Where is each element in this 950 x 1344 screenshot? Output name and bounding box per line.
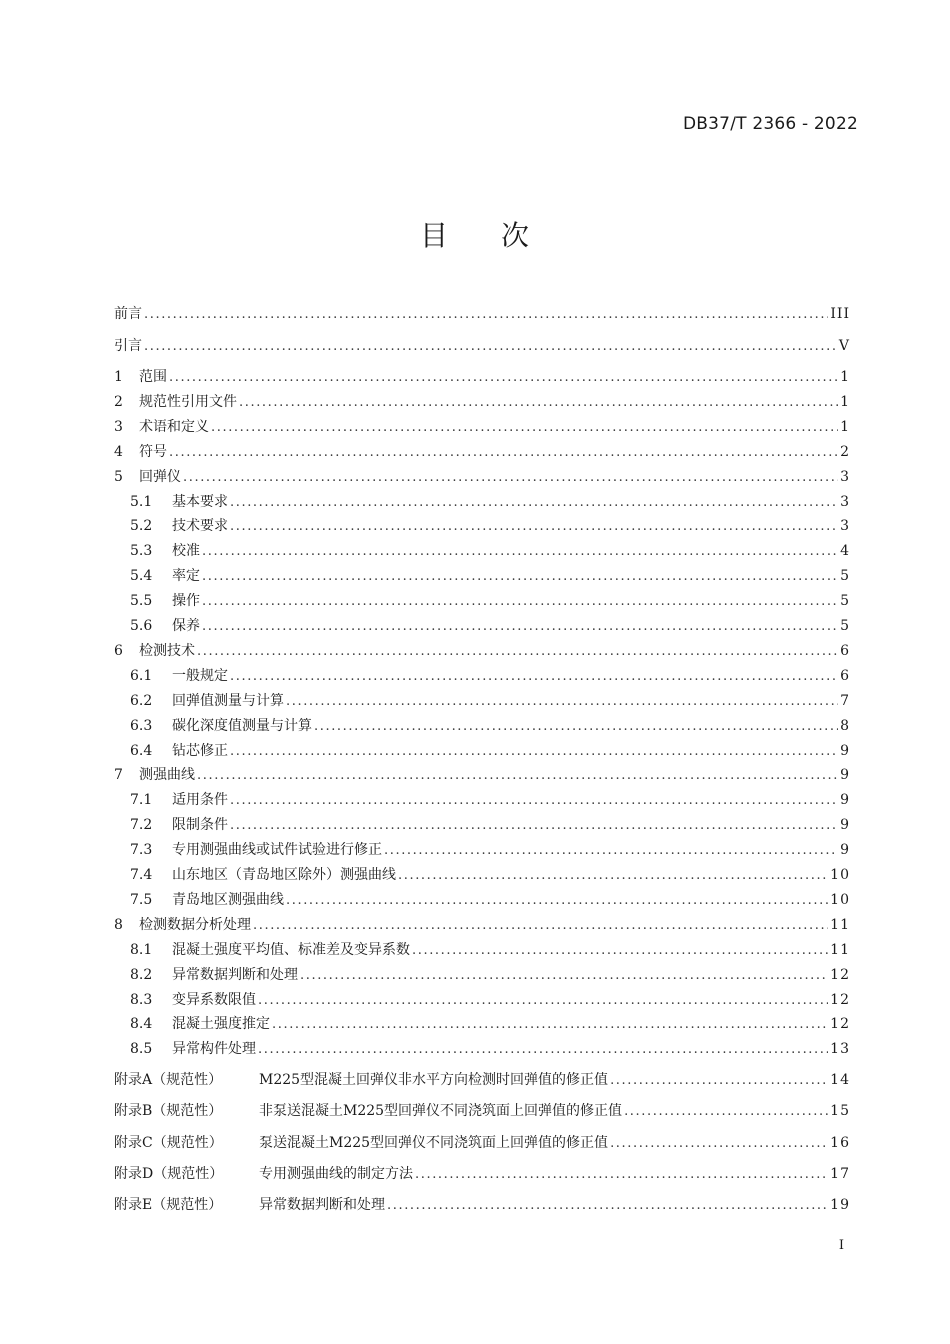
leader-dots	[230, 815, 838, 837]
toc-entry-page: 12	[830, 1016, 850, 1033]
leader-dots	[144, 304, 828, 326]
toc-entry-number: 8.5	[130, 1041, 153, 1058]
page-title	[0, 214, 950, 254]
toc-entry-number: 7.1	[130, 792, 153, 809]
toc-entry-page: 4	[840, 543, 850, 560]
annex-page: 19	[830, 1197, 850, 1213]
toc-entry-page: 5	[840, 593, 850, 610]
toc-entry-title: 异常数据判断和处理	[172, 966, 298, 983]
annex-label: 附录B（规范性）	[114, 1103, 223, 1119]
toc-entry-title: 回弹仪	[139, 468, 181, 485]
toc-entry[interactable]	[114, 615, 850, 637]
leader-dots	[230, 516, 838, 538]
toc-entry-title: 技术要求	[172, 518, 228, 535]
toc-entry-title: 限制条件	[172, 817, 228, 834]
page-number: I	[838, 1238, 844, 1253]
toc-entry-page: 12	[830, 966, 850, 983]
toc-entry-title: 前言	[114, 306, 142, 322]
leader-dots	[202, 541, 838, 563]
leader-dots	[202, 591, 838, 613]
toc-entry-number: 7.2	[130, 817, 153, 834]
leader-dots	[286, 691, 838, 713]
toc-entry[interactable]	[114, 515, 850, 537]
toc-entry-number: 7.3	[130, 842, 153, 859]
toc-entry-page: 7	[840, 692, 850, 709]
leader-dots	[384, 840, 838, 862]
toc-entry-title: 钻芯修正	[172, 742, 228, 759]
toc-entry[interactable]	[114, 789, 850, 811]
toc-entry-title: 变异系数限值	[172, 991, 256, 1008]
toc-entry-page: 9	[840, 742, 850, 759]
toc-entry[interactable]	[114, 491, 850, 513]
annex-title: 泵送混凝土M225型回弹仪不同浇筑面上回弹值的修正值	[259, 1135, 609, 1151]
leader-dots	[239, 392, 838, 414]
toc-annex-entry[interactable]	[114, 1132, 850, 1154]
annex-label: 附录D（规范性）	[114, 1166, 224, 1182]
toc-entry[interactable]	[114, 1013, 850, 1035]
toc-annex-entry[interactable]	[114, 1194, 850, 1216]
toc-entry[interactable]	[114, 565, 850, 587]
toc-entry-page: 3	[840, 518, 850, 535]
annex-page: 16	[830, 1135, 850, 1151]
toc-entry-number: 4	[114, 443, 123, 460]
toc-entry-title: 率定	[172, 568, 200, 585]
toc-entry-title: 检测技术	[139, 642, 195, 659]
toc-entry-page: 9	[840, 817, 850, 834]
leader-dots	[197, 765, 838, 787]
leader-dots	[286, 890, 828, 912]
toc-entry[interactable]	[114, 989, 850, 1011]
document-code: DB37/T 2366 - 2022	[683, 114, 858, 134]
leader-dots	[387, 1195, 828, 1217]
toc-annex-entry[interactable]	[114, 1163, 850, 1185]
toc-entry[interactable]	[114, 764, 850, 786]
leader-dots	[272, 1014, 828, 1036]
leader-dots	[169, 367, 838, 389]
toc-entry[interactable]	[114, 864, 850, 886]
toc-entry-title: 碳化深度值测量与计算	[172, 717, 312, 734]
toc-entry-title: 混凝土强度平均值、标准差及变异系数	[172, 941, 410, 958]
annex-title: 专用测强曲线的制定方法	[259, 1166, 413, 1182]
toc-entry-page: 9	[840, 767, 850, 784]
toc-entry-page: 8	[840, 717, 850, 734]
toc-entry-title: 适用条件	[172, 792, 228, 809]
toc-entry-title: 混凝土强度推定	[172, 1016, 270, 1033]
title-char-right: 次	[501, 219, 531, 252]
leader-dots	[230, 492, 838, 514]
toc-entry[interactable]	[114, 939, 850, 961]
leader-dots	[202, 616, 838, 638]
toc-entry[interactable]	[114, 466, 850, 488]
toc-entry-page: 6	[840, 667, 850, 684]
toc-entry-title: 操作	[172, 593, 200, 610]
toc-entry-page: 1	[840, 369, 850, 385]
toc-entry-title: 规范性引用文件	[139, 393, 237, 410]
toc-entry-number: 5.2	[130, 518, 153, 535]
leader-dots	[197, 641, 838, 663]
toc-entry-title: 专用测强曲线或试件试验进行修正	[172, 842, 382, 859]
toc-entry-number: 5.3	[130, 543, 153, 560]
toc-entry[interactable]	[114, 715, 850, 737]
leader-dots	[169, 442, 838, 464]
leader-dots	[300, 965, 828, 987]
toc-entry[interactable]	[114, 416, 850, 438]
leader-dots	[258, 990, 828, 1012]
toc-entry[interactable]	[114, 740, 850, 762]
toc-entry-number: 1	[114, 369, 123, 385]
toc-entry-title: 山东地区（青岛地区除外）测强曲线	[172, 867, 396, 883]
toc-entry-page: 5	[840, 568, 850, 585]
toc-entry-title: 引言	[114, 338, 142, 354]
toc-entry-title: 符号	[139, 443, 167, 460]
toc-entry-number: 8.2	[130, 966, 153, 983]
title-char-left: 目	[419, 219, 449, 252]
toc-entry-number: 7	[114, 767, 123, 784]
leader-dots	[144, 336, 837, 358]
toc-entry[interactable]	[114, 590, 850, 612]
toc-entry-number: 5	[114, 468, 123, 485]
toc-entry-page: 3	[840, 468, 850, 485]
toc-entry-number: 5.4	[130, 568, 153, 585]
leader-dots	[610, 1133, 828, 1155]
toc-entry-page: 10	[830, 867, 850, 883]
annex-page: 15	[830, 1103, 850, 1119]
toc-entry-title: 测强曲线	[139, 767, 195, 784]
toc-entry-title: 一般规定	[172, 667, 228, 684]
toc-entry-number: 8.4	[130, 1016, 153, 1033]
toc-entry-number: 6.2	[130, 692, 153, 709]
toc-entry-number: 7.4	[130, 867, 153, 883]
toc-entry-number: 5.5	[130, 593, 153, 610]
toc-entry-title: 异常构件处理	[172, 1041, 256, 1058]
toc-entry-page: 5	[840, 618, 850, 634]
annex-label: 附录C（规范性）	[114, 1135, 223, 1151]
annex-label: 附录E（规范性）	[114, 1197, 223, 1213]
toc-entry-title: 基本要求	[172, 493, 228, 510]
toc-entry-number: 6.1	[130, 667, 153, 684]
toc-entry-number: 6.3	[130, 717, 153, 734]
toc-entry-number: 6.4	[130, 742, 153, 759]
toc-entry[interactable]	[114, 914, 850, 936]
annex-title: 异常数据判断和处理	[259, 1197, 385, 1213]
annex-title: 非泵送混凝土M225型回弹仪不同浇筑面上回弹值的修正值	[259, 1103, 623, 1119]
toc-entry-title: 范围	[139, 369, 167, 385]
toc-entry-page: V	[838, 338, 850, 354]
toc-entry-number: 5.6	[130, 618, 153, 634]
leader-dots	[230, 741, 838, 763]
toc-entry[interactable]	[114, 889, 850, 911]
toc-entry-number: 2	[114, 393, 123, 410]
leader-dots	[230, 666, 838, 688]
toc-entry-number: 8	[114, 916, 123, 933]
toc-entry[interactable]	[114, 665, 850, 687]
toc-entry-number: 5.1	[130, 493, 153, 510]
annex-label: 附录A（规范性）	[114, 1072, 223, 1088]
toc-entry[interactable]	[114, 814, 850, 836]
leader-dots	[183, 467, 838, 489]
leader-dots	[253, 915, 828, 937]
annex-page: 17	[830, 1166, 850, 1182]
leader-dots	[211, 417, 838, 439]
leader-dots	[314, 716, 838, 738]
toc-entry-title: 术语和定义	[139, 418, 209, 435]
toc-entry-page: 11	[830, 941, 850, 958]
annex-page: 14	[830, 1072, 850, 1088]
toc-entry[interactable]	[114, 366, 850, 388]
toc-entry-title: 保养	[172, 618, 200, 634]
toc-entry-page: 13	[830, 1041, 850, 1058]
toc-entry[interactable]	[114, 441, 850, 463]
toc-entry[interactable]	[114, 335, 850, 357]
toc-entry[interactable]	[114, 1038, 850, 1060]
leader-dots	[258, 1039, 828, 1061]
toc-entry[interactable]	[114, 964, 850, 986]
leader-dots	[624, 1101, 828, 1123]
toc-entry-page: III	[830, 306, 850, 322]
toc-entry-page: 9	[840, 842, 850, 859]
toc-entry-title: 检测数据分析处理	[139, 916, 251, 933]
toc-entry-page: 1	[840, 418, 850, 435]
toc-entry-number: 8.3	[130, 991, 153, 1008]
toc-entry[interactable]	[114, 391, 850, 413]
leader-dots	[610, 1070, 828, 1092]
toc-annex-entry[interactable]	[114, 1069, 850, 1091]
toc-entry-number: 7.5	[130, 891, 153, 908]
toc-entry-title: 回弹值测量与计算	[172, 692, 284, 709]
toc-entry-title: 校准	[172, 543, 200, 560]
toc-entry[interactable]	[114, 839, 850, 861]
toc-entry-number: 6	[114, 642, 123, 659]
toc-entry[interactable]	[114, 640, 850, 662]
toc-entry-page: 12	[830, 991, 850, 1008]
leader-dots	[230, 790, 838, 812]
leader-dots	[398, 865, 828, 887]
toc-entry-title: 青岛地区测强曲线	[172, 891, 284, 908]
toc-entry-page: 11	[830, 916, 850, 933]
toc-entry-page: 10	[830, 891, 850, 908]
toc-entry-page: 2	[840, 443, 850, 460]
toc-entry-number: 3	[114, 418, 123, 435]
leader-dots	[412, 940, 828, 962]
leader-dots	[202, 566, 838, 588]
toc-entry-page: 1	[840, 393, 850, 410]
toc-entry-number: 8.1	[130, 941, 153, 958]
toc-entry[interactable]	[114, 303, 850, 325]
toc-annex-entry[interactable]	[114, 1100, 850, 1122]
toc-entry-page: 9	[840, 792, 850, 809]
toc-entry-page: 3	[840, 493, 850, 510]
toc-entry[interactable]	[114, 690, 850, 712]
toc-entry[interactable]	[114, 540, 850, 562]
leader-dots	[415, 1164, 828, 1186]
annex-title: M225型混凝土回弹仪非水平方向检测时回弹值的修正值	[259, 1072, 609, 1088]
toc-entry-page: 6	[840, 642, 850, 659]
